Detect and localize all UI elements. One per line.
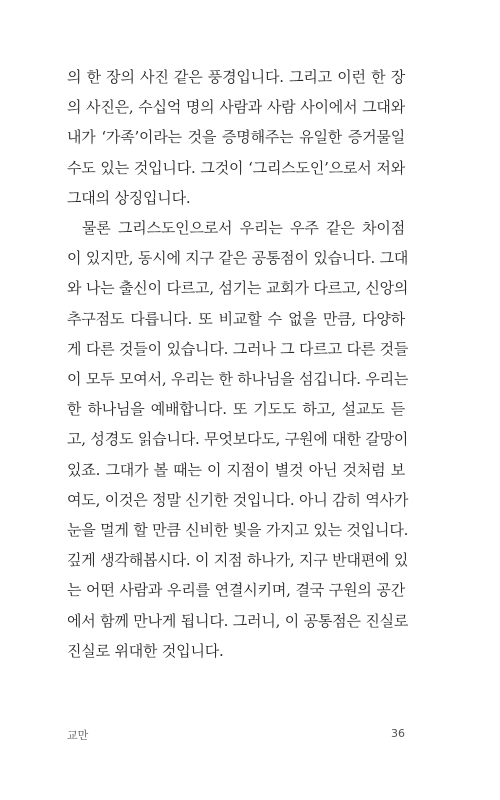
text-line: 수도 있는 것입니다. 그것이 ‘그리스도인’으로서 저와: [67, 158, 405, 177]
page-footer: [67, 727, 405, 743]
paragraph-2: [67, 213, 409, 666]
text-line: 한 하나님을 예배합니다. 또 기도도 하고, 설교도 듣: [67, 400, 405, 419]
page-number: 36: [391, 727, 405, 740]
text-line: 에서 함께 만나게 됩니다. 그러니, 이 공통점은 진실로: [67, 611, 409, 630]
body-text: [67, 62, 409, 666]
text-line: 그대의 상징입니다.: [67, 188, 191, 207]
text-line: 고, 성경도 읽습니다. 무엇보다도, 구원에 대한 갈망이: [67, 430, 409, 449]
text-line: 여도, 이것은 정말 신기한 것입니다. 아니 감히 역사가: [67, 490, 409, 509]
text-line: 의 한 장의 사진 같은 풍경입니다. 그리고 이런 한 장: [67, 68, 405, 86]
text-line: 진실로 위대한 것입니다.: [67, 641, 224, 660]
text-line: 이 있지만, 동시에 지구 같은 공통점이 있습니다. 그대: [67, 249, 409, 268]
text-line: 있죠. 그대가 볼 때는 이 지점이 별것 아닌 것처럼 보: [67, 460, 405, 479]
text-line: 깊게 생각해봅시다. 이 지점 하나가, 지구 반대편에 있: [67, 551, 409, 570]
text-line: 는 어떤 사람과 우리를 연결시키며, 결국 구원의 공간: [67, 581, 405, 600]
text-line: 게 다른 것들이 있습니다. 그러나 그 다르고 다른 것들: [67, 339, 409, 358]
text-line: 물론 그리스도인으로서 우리는 우주 같은 차이점: [82, 219, 405, 238]
text-line: 눈을 멀게 할 만큼 신비한 빛을 가지고 있는 것입니다.: [67, 521, 409, 540]
running-title: 교만: [67, 729, 89, 742]
text-line: 추구점도 다릅니다. 또 비교할 수 없을 만큼, 다양하: [67, 309, 405, 328]
text-line: 와 나는 출신이 다르고, 섬기는 교회가 다르고, 신앙의: [67, 279, 409, 298]
text-line: 이 모두 모여서, 우리는 한 하나님을 섬깁니다. 우리는: [67, 370, 409, 389]
text-line: 의 사진은, 수십억 명의 사람과 사람 사이에서 그대와: [67, 98, 405, 117]
text-line: 내가 ‘가족’이라는 것을 증명해주는 유일한 증거물일: [67, 128, 405, 147]
paragraph-1: [67, 62, 405, 213]
